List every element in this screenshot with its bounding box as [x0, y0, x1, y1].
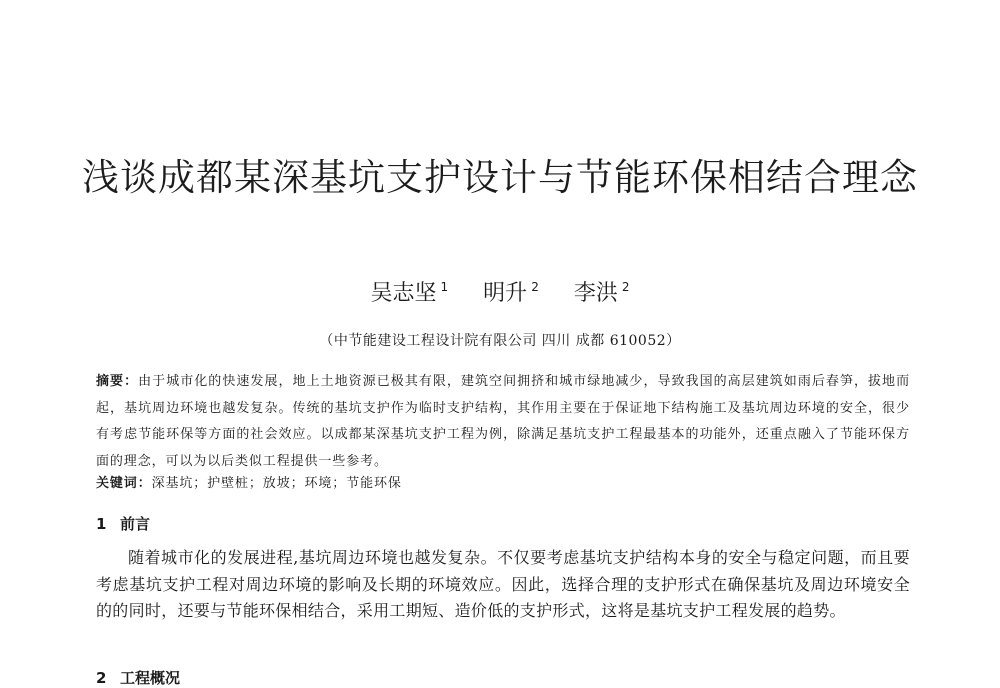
- author-name: 明升: [483, 281, 528, 306]
- section-number: 1: [96, 515, 107, 533]
- section-title: 前言: [120, 515, 151, 533]
- keywords-text: 深基坑；护壁桩；放坡；环境；节能环保: [151, 476, 402, 491]
- author-name: 李洪: [573, 281, 618, 306]
- keywords: [96, 474, 910, 494]
- author-affil-mark: 1: [440, 280, 449, 294]
- author-3: [574, 281, 630, 306]
- section-number: 2: [96, 669, 107, 687]
- author-affil-mark: 2: [621, 280, 630, 294]
- keywords-label: 关键词：: [96, 476, 152, 491]
- author-1: [371, 281, 449, 306]
- section-heading-2: [96, 667, 180, 688]
- author-name: 吴志坚: [370, 281, 437, 306]
- affiliation: （中节能建设工程设计院有限公司 四川 成都 610052）: [319, 333, 681, 349]
- section-title: 工程概况: [120, 669, 181, 687]
- section-1-paragraph: 随着城市化的发展进程,基坑周边环境也越发复杂。不仅要考虑基坑支护结构本身的安全与稳定问题，而且要考虑基坑支护工程对周边环境的影响及长期的环境效应。因此，选择合理的支护形式在确保基坑及周边环境安全的的同时，还要与节能环保相结合，采用工期短、造价低的支护形式，这将是基坑支护工程发展的趋势。: [96, 548, 910, 620]
- paper-title: 浅谈成都某深基坑支护设计与节能环保相结合理念: [82, 156, 918, 199]
- abstract-label: 摘要：: [96, 374, 139, 389]
- abstract-text: 由于城市化的快速发展，地上土地资源已极其有限，建筑空间拥挤和城市绿地减少，导致我国的高层建筑如雨后春笋，拔地而起，基坑周边环境也越发复杂。传统的基坑支护作为临时支护结构，其作用主要在于保证地下结构施工及基坑周边环境的安全，很少有考虑节能环保等方面的社会效应。以成都某深基坑支护工程为例，除满足基坑支护工程最基本的功能外，还重点融入了节能环保方面的理念，可以为以后类似工程提供一些参考。: [96, 374, 910, 469]
- author-list: [0, 276, 1000, 307]
- author-2: [483, 281, 539, 306]
- abstract: [96, 369, 910, 475]
- author-affil-mark: 2: [531, 280, 539, 294]
- section-heading-1: [96, 513, 150, 534]
